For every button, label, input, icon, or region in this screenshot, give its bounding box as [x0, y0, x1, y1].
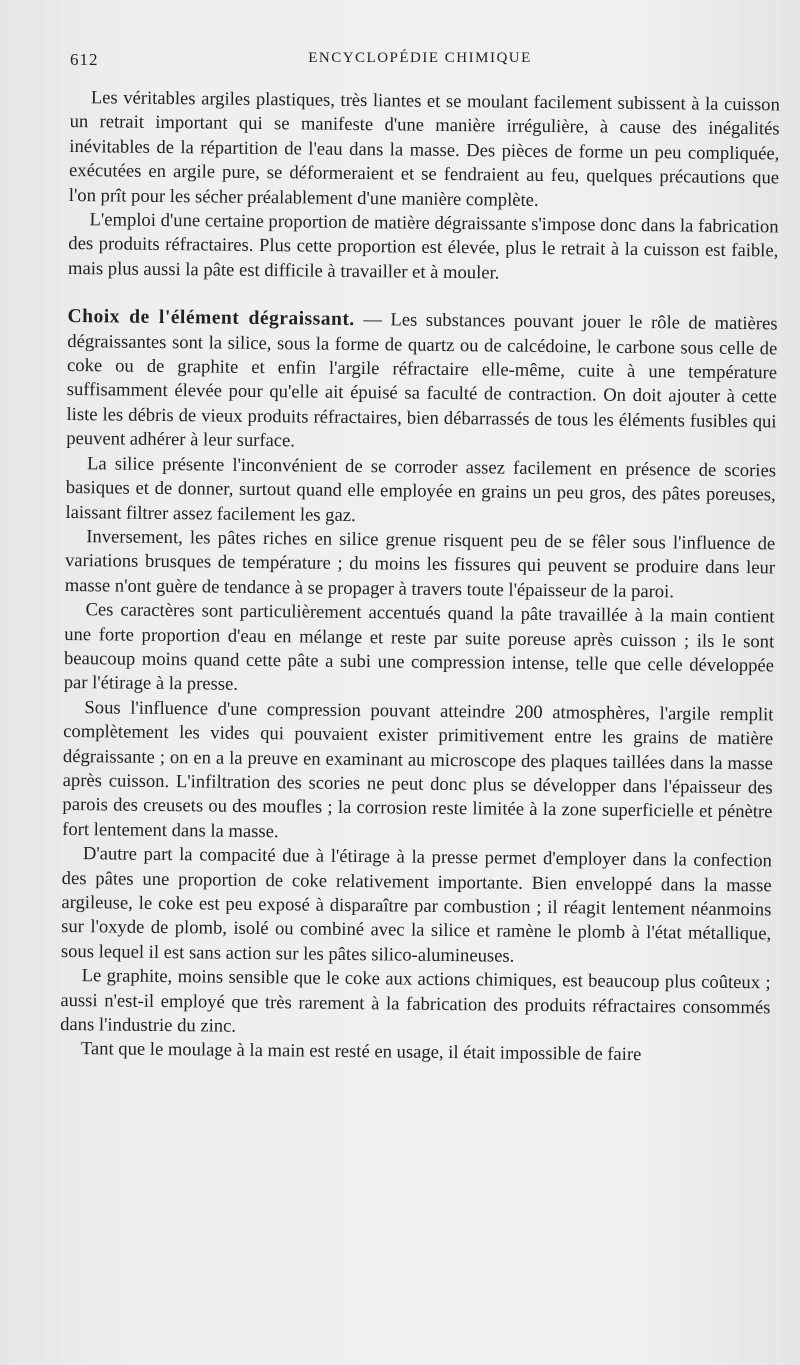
running-title: ENCYCLOPÉDIE CHIMIQUE	[308, 50, 532, 66]
page-number: 612	[70, 50, 99, 69]
section-intro-text: — Les substances pouvant jouer le rôle de matières dégraissantes sont la silice, sous la forme de quartz ou de calcédoine, le carbone sous celle de coke ou de graphite et enfin l'argile réfractaire elle-même, cuite à une température suffisamment élevée pour qu'elle ait épuisé sa faculté de contraction. On doit ajouter à cette liste les débris de vieux produits réfractaires, bien débarrassés de tous les éléments fusibles qui peuvent adhérer à leur surface.	[66, 309, 778, 452]
paragraph-1: Les véritables argiles plastiques, très liantes et se moulant facilement subissent à la cuisson un retrait important qui se manifeste d'une manière irrégulière, à cause des inégalités inévitables de la répartition de l'eau dans la masse. Des pièces de forme un peu compliquée, exécutées en argile pure, se déformeraient et se fendraient au feu, quelques précautions que l'on prît pour les sécher préalablement d'une manière complète.	[68, 87, 780, 211]
body-text	[60, 86, 780, 1069]
paragraph-inversement: Inversement, les pâtes riches en silice grenue risquent peu de se fêler sous l'influence de variations brusques de température ; du moins les fissures qui peuvent se produire dans leur masse n'ont guère de tendance à se propager à travers toute l'épaisseur de la paroi.	[64, 526, 776, 603]
paragraph-2: L'emploi d'une certaine proportion de matière dégraissante s'impose donc dans la fabrication des produits réfractaires. Plus cette proportion est élevée, plus le retrait à la cuisson est faible, mais plus aussi la pâte est difficile à travailler et à mouler.	[67, 209, 779, 284]
paragraph-compression: Sous l'influence d'une compression pouvant atteindre 200 atmosphères, l'argile remplit complètement les vides qui pouvaient exister primitivement entre les grains de matière dégraissante ; on en a la preuve en examinant au microscope des plaques taillées dans la masse après cuisson. L'infiltration des scories ne peut donc plus se développer dans l'épaisseur des parois des creusets ou des moufles ; la corrosion reste limitée à la zone superficielle et pénètre fort lentement dans la masse.	[62, 696, 774, 843]
page-header	[70, 48, 770, 72]
paragraph-graphite: Le graphite, moins sensible que le coke aux actions chimiques, est beaucoup plus coûteux ; aussi n'est-il employé que très rarement à la fabrication des produits réfractaires consommés dans l'industrie du zinc.	[60, 965, 771, 1037]
paragraph-caracteres: Ces caractères sont particulièrement accentués quand la pâte travaillée à la main contient une forte proportion d'eau en mélange et reste par suite poreuse après cuisson ; ils le sont beaucoup moins quand cette pâte a subi une compression intense, telle que celle développée par l'étirage à la presse.	[63, 599, 775, 696]
section-heading: Choix de l'élément dégraissant.	[67, 306, 355, 331]
paragraph-silice: La silice présente l'inconvénient de se corroder assez facilement en présence de scories basiques et de donner, surtout quand elle employée en grains un peu gros, des pâtes poreuses, laissant filtrer assez facilement les gaz.	[65, 452, 777, 526]
paragraph-compacite: D'autre part la compacité due à l'étirage à la presse permet d'employer dans la confection des pâtes une proportion de coke relativement importante. Bien enveloppé dans la masse argileuse, le coke est peu exposé à disparaître par combustion ; il réagit lentement néanmoins sur l'oxyde de plomb, isolé ou combiné avec la silice et ramène le plomb à l'état métallique, sous lequel il est sans action sur les pâtes silico-alumineuses.	[60, 843, 773, 967]
section-intro-paragraph	[66, 305, 777, 459]
paragraph-moulage: Tant que le moulage à la main est resté en usage, il était impossible de faire	[80, 1038, 642, 1066]
